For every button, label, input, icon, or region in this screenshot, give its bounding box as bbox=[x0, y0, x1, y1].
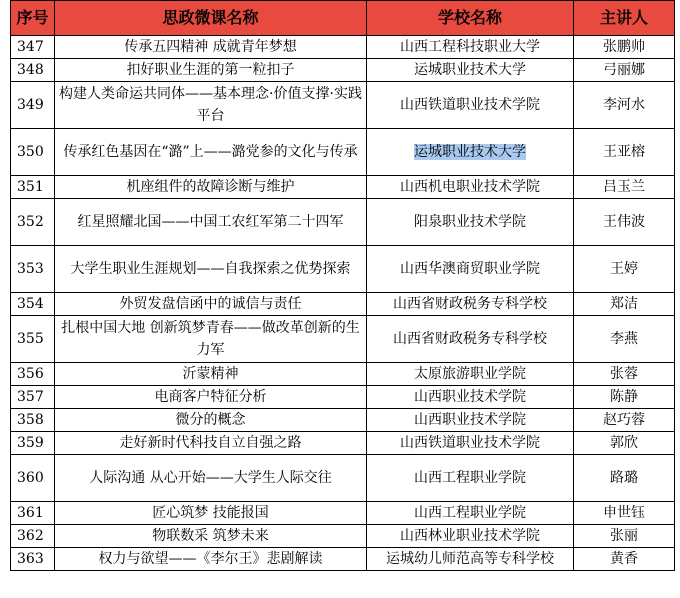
row-number: 354 bbox=[11, 293, 55, 316]
school-name: 山西省财政税务专科学校 bbox=[367, 293, 574, 316]
course-title: 传承红色基因在“潞”上——潞党参的文化与传承 bbox=[55, 129, 367, 176]
table-row bbox=[11, 82, 675, 129]
school-name: 运城职业技术大学 bbox=[367, 59, 574, 82]
header-title: 思政微课名称 bbox=[55, 1, 367, 36]
course-title: 微分的概念 bbox=[55, 409, 367, 432]
table-row bbox=[11, 59, 675, 82]
lecturer-name: 王亚榕 bbox=[574, 129, 675, 176]
course-title: 外贸发盘信函中的诚信与责任 bbox=[55, 293, 367, 316]
lecturer-name: 张丽 bbox=[574, 525, 675, 548]
table-row bbox=[11, 316, 675, 363]
lecturer-name: 张蓉 bbox=[574, 363, 675, 386]
selected-text[interactable]: 运城职业技术大学 bbox=[414, 144, 526, 160]
row-number: 356 bbox=[11, 363, 55, 386]
row-number: 353 bbox=[11, 246, 55, 293]
row-number: 363 bbox=[11, 548, 55, 571]
table-row bbox=[11, 293, 675, 316]
school-name: 阳泉职业技术学院 bbox=[367, 199, 574, 246]
school-name: 山西铁道职业技术学院 bbox=[367, 82, 574, 129]
table-row bbox=[11, 432, 675, 455]
row-number: 351 bbox=[11, 176, 55, 199]
school-name: 山西工程科技职业大学 bbox=[367, 36, 574, 59]
row-number: 349 bbox=[11, 82, 55, 129]
row-number: 352 bbox=[11, 199, 55, 246]
row-number: 347 bbox=[11, 36, 55, 59]
school-name: 太原旅游职业学院 bbox=[367, 363, 574, 386]
course-title: 构建人类命运共同体——基本理念·价值支撑·实践平台 bbox=[55, 82, 367, 129]
table-row bbox=[11, 176, 675, 199]
row-number: 355 bbox=[11, 316, 55, 363]
table-body bbox=[11, 36, 675, 571]
row-number: 348 bbox=[11, 59, 55, 82]
school-name: 山西工程职业学院 bbox=[367, 455, 574, 502]
header-no: 序号 bbox=[11, 1, 55, 36]
table-header-row bbox=[11, 1, 675, 36]
course-title: 电商客户特征分析 bbox=[55, 386, 367, 409]
row-number: 362 bbox=[11, 525, 55, 548]
table-row bbox=[11, 455, 675, 502]
course-title: 物联数采 筑梦未来 bbox=[55, 525, 367, 548]
lecturer-name: 路璐 bbox=[574, 455, 675, 502]
row-number: 360 bbox=[11, 455, 55, 502]
lecturer-name: 张鹏帅 bbox=[574, 36, 675, 59]
lecturer-name: 弓丽娜 bbox=[574, 59, 675, 82]
course-title: 机座组件的故障诊断与维护 bbox=[55, 176, 367, 199]
course-title: 扎根中国大地 创新筑梦青春——做改革创新的生力军 bbox=[55, 316, 367, 363]
school-name bbox=[367, 129, 574, 176]
row-number: 358 bbox=[11, 409, 55, 432]
table-row bbox=[11, 36, 675, 59]
lecturer-name: 郭欣 bbox=[574, 432, 675, 455]
table-row bbox=[11, 409, 675, 432]
table-row bbox=[11, 548, 675, 571]
school-name: 山西林业职业技术学院 bbox=[367, 525, 574, 548]
course-title: 人际沟通 从心开始——大学生人际交往 bbox=[55, 455, 367, 502]
course-title: 走好新时代科技自立自强之路 bbox=[55, 432, 367, 455]
lecturer-name: 赵巧蓉 bbox=[574, 409, 675, 432]
school-name: 山西职业技术学院 bbox=[367, 386, 574, 409]
course-title: 大学生职业生涯规划——自我探索之优势探索 bbox=[55, 246, 367, 293]
lecturer-name: 王伟波 bbox=[574, 199, 675, 246]
header-lecturer: 主讲人 bbox=[574, 1, 675, 36]
course-table bbox=[10, 0, 675, 571]
header-school: 学校名称 bbox=[367, 1, 574, 36]
table-row bbox=[11, 525, 675, 548]
school-name: 山西机电职业技术学院 bbox=[367, 176, 574, 199]
lecturer-name: 黄香 bbox=[574, 548, 675, 571]
school-name: 山西华澳商贸职业学院 bbox=[367, 246, 574, 293]
lecturer-name: 陈静 bbox=[574, 386, 675, 409]
school-name: 山西职业技术学院 bbox=[367, 409, 574, 432]
row-number: 350 bbox=[11, 129, 55, 176]
course-title: 权力与欲望——《李尔王》悲剧解读 bbox=[55, 548, 367, 571]
course-title: 扣好职业生涯的第一粒扣子 bbox=[55, 59, 367, 82]
table-row bbox=[11, 129, 675, 176]
school-name: 运城幼儿师范高等专科学校 bbox=[367, 548, 574, 571]
lecturer-name: 李燕 bbox=[574, 316, 675, 363]
course-title: 匠心筑梦 技能报国 bbox=[55, 502, 367, 525]
table-row bbox=[11, 246, 675, 293]
table-row bbox=[11, 502, 675, 525]
lecturer-name: 郑洁 bbox=[574, 293, 675, 316]
course-title: 红星照耀北国——中国工农红军第二十四军 bbox=[55, 199, 367, 246]
row-number: 359 bbox=[11, 432, 55, 455]
lecturer-name: 申世钰 bbox=[574, 502, 675, 525]
course-title: 沂蒙精神 bbox=[55, 363, 367, 386]
school-name: 山西工程职业学院 bbox=[367, 502, 574, 525]
document-page bbox=[10, 0, 674, 571]
table-row bbox=[11, 386, 675, 409]
table-row bbox=[11, 199, 675, 246]
school-name: 山西铁道职业技术学院 bbox=[367, 432, 574, 455]
table-row bbox=[11, 363, 675, 386]
lecturer-name: 李河水 bbox=[574, 82, 675, 129]
lecturer-name: 吕玉兰 bbox=[574, 176, 675, 199]
lecturer-name: 王婷 bbox=[574, 246, 675, 293]
school-name: 山西省财政税务专科学校 bbox=[367, 316, 574, 363]
row-number: 361 bbox=[11, 502, 55, 525]
course-title: 传承五四精神 成就青年梦想 bbox=[55, 36, 367, 59]
row-number: 357 bbox=[11, 386, 55, 409]
